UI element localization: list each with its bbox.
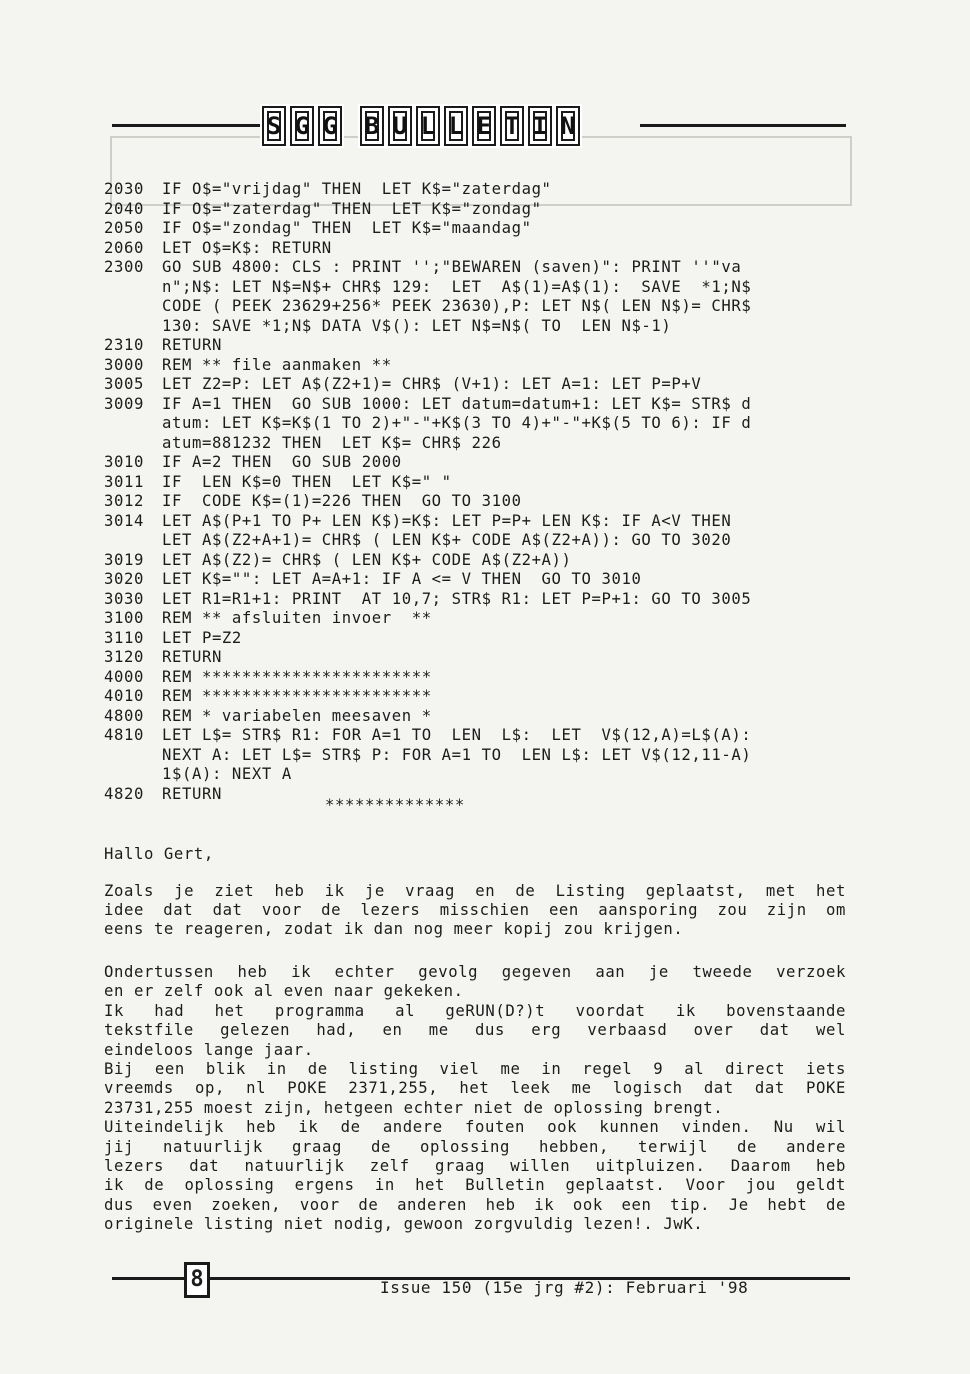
letter-line: Ondertussen heb ik echter gevolg gegeven aan je tweede verzoek [104,963,846,981]
masthead-letter: U [388,106,412,146]
line-number: 3010 [104,453,144,471]
masthead-letter: G [290,106,314,146]
listing-line [104,590,751,609]
masthead-letter: L [444,106,468,146]
line-number: 3005 [104,375,144,393]
line-code: REM ** afsluiten invoer ** [162,609,432,627]
line-number: 3000 [104,355,144,374]
masthead-letter: S [262,106,286,146]
line-number: 2060 [104,238,144,257]
letter-line: Bij een blik in de listing viel me in regel 9 al direct iets [104,1060,846,1078]
header-rule-right [640,124,846,127]
letter-line: ik de oplossing ergens in het Bulletin geplaatst. Voor jou geldt [104,1176,846,1195]
letter-line: Hallo Gert, [104,845,214,863]
line-code: 1$(A): NEXT A [162,765,292,783]
listing-line [104,707,432,726]
line-number: 4820 [104,784,144,803]
listing-line [104,375,701,394]
listing-line [104,356,392,375]
letter-line: lezers dat natuurlijk zelf graag willen uitpluizen. Daarom heb [104,1157,846,1175]
letter-line: Ik had het programma al geRUN(D?)t voordat ik bovenstaande [104,1001,846,1020]
listing-line [104,512,731,531]
line-number: 4010 [104,687,144,705]
letter-line: vreemds op, nl POKE 2371,255, het leek me logisch dat dat POKE [104,1079,846,1098]
listing-line [104,180,552,199]
line-code: LET A$(Z2)= CHR$ ( LEN K$+ CODE A$(Z2+A)) [162,550,572,569]
line-number: 3014 [104,511,144,530]
listing-line [104,473,452,492]
line-code: atum=881232 THEN LET K$= CHR$ 226 [162,433,502,452]
line-code: CODE ( PEEK 23629+256* PEEK 23630),P: LET N$( LEN N$)= CHR$ [162,297,752,315]
line-code: n";N$: LET N$=N$+ CHR$ 129: LET A$(1)=A$(1): SAVE *1;N$ [162,277,752,296]
masthead-letter: T [500,106,524,146]
listing-line [104,687,432,706]
letter-line: Zoals je ziet heb ik je vraag en de Listing geplaatst, met het [104,882,846,900]
line-number: 4000 [104,667,144,686]
listing-line [104,395,751,414]
line-number: 3012 [104,492,144,510]
letter-line: originele listing niet nodig, gewoon zorgvuldig lezen!. JwK. [104,1215,704,1234]
line-code: REM * variabelen meesaven * [162,706,432,725]
listing-line [104,239,332,258]
listing-line [104,785,222,804]
masthead-letter: N [556,106,580,146]
line-number: 2050 [104,219,144,237]
line-number: 3030 [104,589,144,608]
listing-line [104,492,522,511]
letter-line: eens te reageren, zodat ik dan nog meer kopij zou krijgen. [104,920,684,938]
listing-line [104,765,292,784]
line-number: 2310 [104,336,144,354]
line-code: NEXT A: LET L$= STR$ P: FOR A=1 TO LEN L$: LET V$(12,11-A) [162,745,752,764]
line-code: LET Z2=P: LET A$(Z2+1)= CHR$ (V+1): LET A=1: LET P=P+V [162,375,702,393]
line-code: RETURN [162,648,222,666]
line-code: LET R1=R1+1: PRINT AT 10,7; STR$ R1: LET P=P+1: GO TO 3005 [162,589,752,608]
line-code: IF O$="zaterdag" THEN LET K$="zondag" [162,199,542,218]
line-number: 3011 [104,472,144,491]
line-code: GO SUB 4800: CLS : PRINT '';"BEWAREN (saven)": PRINT ''"va [162,258,742,276]
listing-line [104,258,741,277]
masthead-letter: E [472,106,496,146]
line-number: 2300 [104,258,144,276]
line-code: RETURN [162,784,222,803]
letter-line: idee dat dat voor de lezers misschien een aansporing zou zijn om [104,901,846,919]
listing-line [104,648,222,667]
masthead-letter: L [416,106,440,146]
listing-line [104,453,402,472]
line-code: LET A$(P+1 TO P+ LEN K$)=K$: LET P=P+ LEN K$: IF A<V THEN [162,511,732,530]
listing-line [104,668,432,687]
listing-line [104,297,751,316]
listing-line [104,570,641,589]
letter-line: Uiteindelijk heb ik de andere fouten ook kunnen vinden. Nu wil [104,1118,846,1137]
letter-line: 23731,255 moest zijn, hetgeen echter niet de oplossing brengt. [104,1098,724,1117]
line-number: 3110 [104,628,144,647]
page-number: 8 [184,1262,210,1298]
line-number: 3020 [104,570,144,588]
separator-stars: ************** [325,796,465,814]
line-code: atum: LET K$=K$(1 TO 2)+"-"+K$(3 TO 4)+"-"+K$(5 TO 6): IF d [162,414,752,432]
line-number: 3120 [104,648,144,666]
listing-line [104,336,222,355]
letter-line: en er zelf ook al even naar gekeken. [104,982,464,1001]
line-number: 3019 [104,550,144,569]
listing-line [104,317,671,336]
letter-line: eindeloos lange jaar. [104,1040,314,1059]
issue-info: Issue 150 (15e jrg #2): Februari '98 [380,1278,749,1297]
line-number: 2030 [104,180,144,198]
line-code: LET K$="": LET A=A+1: IF A <= V THEN GO TO 3010 [162,570,642,588]
footer-rule-left [112,1277,184,1280]
listing-line [104,609,432,628]
listing-line [104,200,542,219]
line-code: REM *********************** [162,667,432,686]
letter-line: jij natuurlijk graag de oplossing hebben, terwijl de andere [104,1137,846,1156]
masthead-letter: G [318,106,342,146]
line-code: REM ** file aanmaken ** [162,355,392,374]
masthead-letter: B [360,106,384,146]
line-number: 4810 [104,726,144,744]
listing-line [104,551,572,570]
masthead-letter: I [528,106,552,146]
line-code: IF CODE K$=(1)=226 THEN GO TO 3100 [162,492,522,510]
listing-line [104,414,751,433]
line-code: IF O$="vrijdag" THEN LET K$="zaterdag" [162,180,552,198]
line-code: LET L$= STR$ R1: FOR A=1 TO LEN L$: LET V$(12,A)=L$(A): [162,726,752,744]
line-number: 3009 [104,394,144,413]
line-code: IF LEN K$=0 THEN LET K$=" " [162,472,452,491]
listing-line [104,726,751,745]
line-code: IF O$="zondag" THEN LET K$="maandag" [162,219,532,237]
header-rule-left [112,124,262,127]
line-code: IF A=1 THEN GO SUB 1000: LET datum=datum+1: LET K$= STR$ d [162,394,752,413]
line-number: 2040 [104,199,144,218]
masthead [262,106,580,146]
letter-line: dus even zoeken, voor de anderen heb ik ook een tip. Je hebt de [104,1195,846,1214]
listing-line [104,629,242,648]
listing-line [104,219,532,238]
line-code: LET A$(Z2+A+1)= CHR$ ( LEN K$+ CODE A$(Z2+A)): GO TO 3020 [162,531,732,549]
line-number: 3100 [104,609,144,627]
letter-line: tekstfile gelezen had, en me dus erg verbaasd over dat wel [104,1021,846,1040]
line-code: RETURN [162,336,222,354]
line-code: IF A=2 THEN GO SUB 2000 [162,453,402,471]
listing-line [104,531,731,550]
listing-line [104,434,502,453]
line-code: LET O$=K$: RETURN [162,238,332,257]
line-code: LET P=Z2 [162,628,242,647]
listing-line [104,278,751,297]
line-code: REM *********************** [162,687,432,705]
listing-line [104,746,751,765]
line-number: 4800 [104,706,144,725]
line-code: 130: SAVE *1;N$ DATA V$(): LET N$=N$( TO LEN N$-1) [162,316,672,335]
